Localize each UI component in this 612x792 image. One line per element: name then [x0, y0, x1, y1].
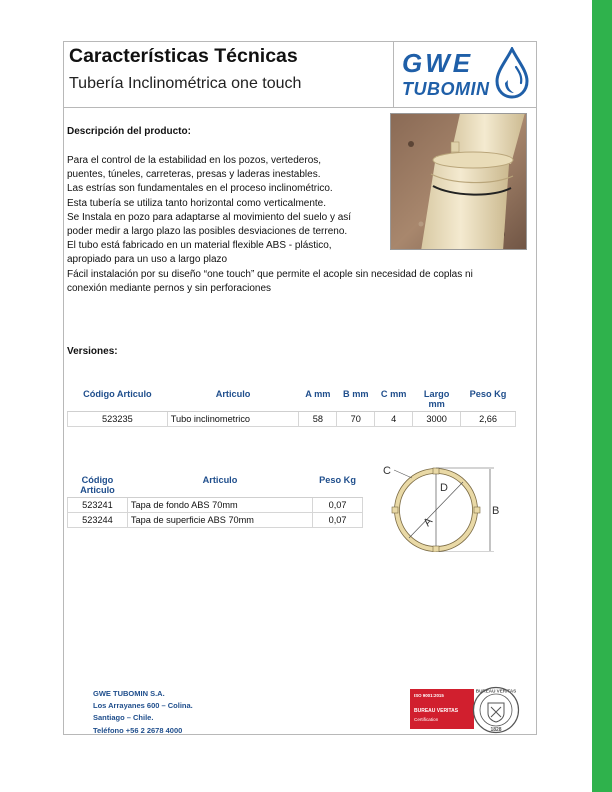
- logo-gwe-text: GWE: [402, 48, 474, 78]
- table-cell: 523244: [68, 513, 128, 528]
- water-drop-icon: [494, 47, 530, 99]
- column-header: Peso Kg: [313, 473, 363, 498]
- page-title: Características Técnicas: [69, 45, 298, 67]
- table-row: [68, 412, 516, 427]
- pipe-cross-section-diagram: [378, 460, 500, 552]
- table-cell: 523235: [68, 412, 168, 427]
- diagram-label-a: A: [421, 515, 436, 529]
- description-line: Se Instala en pozo para adaptarse al movimiento del suelo y así: [67, 211, 352, 223]
- footer-city: Santiago – Chile.: [93, 713, 154, 723]
- company-logo: [400, 46, 532, 104]
- footer-street: Los Arrayanes 600 – Colina.: [93, 701, 193, 711]
- certification-badge: [410, 686, 522, 734]
- product-photo: [390, 113, 527, 250]
- diagram-label-c: C: [383, 465, 391, 477]
- logo-tubomin-text: TUBOMIN: [402, 79, 490, 99]
- table-cell: 4: [375, 412, 413, 427]
- description-heading: Descripción del producto:: [67, 126, 191, 137]
- diagram-label-b: B: [492, 505, 500, 517]
- description-line: El tubo está fabricado en un material flexible ABS - plástico,: [67, 240, 332, 252]
- description-line: Fácil instalación por su diseño “one touch” que permite el acople sin necesidad de coplas ni: [67, 268, 473, 280]
- table-cell: 2,66: [461, 412, 516, 427]
- table-cell: Tapa de superficie ABS 70mm: [127, 513, 312, 528]
- table-cell: Tubo inclinometrico: [167, 412, 299, 427]
- caps-spec-table: [67, 473, 363, 528]
- table-header-row: [68, 473, 363, 498]
- column-header: A mm: [299, 387, 337, 412]
- description-line: Para el control de la estabilidad en los pozos, vertederos,: [67, 155, 322, 166]
- seal-top-text: BUREAU VERITAS: [475, 688, 517, 694]
- column-header: Largo mm: [413, 387, 461, 412]
- certifier-name: BUREAU VERITAS: [414, 708, 459, 714]
- description-line: puentes, túneles, carreteras, presas y laderas inestables.: [67, 169, 321, 181]
- table-cell: 0,07: [313, 498, 363, 513]
- footer-address: [93, 688, 193, 737]
- column-header: Código Articulo: [68, 387, 168, 412]
- table-cell: 3000: [413, 412, 461, 427]
- versions-heading: Versiones:: [67, 346, 118, 357]
- certification-text: Certification: [414, 717, 439, 722]
- pipe-spec-table: [67, 387, 516, 427]
- table-cell: 0,07: [313, 513, 363, 528]
- description-line: Esta tubería se utiliza tanto horizontal como verticalmente.: [67, 197, 327, 209]
- side-accent-strip: [592, 0, 612, 792]
- bureau-veritas-seal-icon: [472, 686, 520, 734]
- column-header: C mm: [375, 387, 413, 412]
- column-header: Código Articulo: [68, 473, 128, 498]
- page-subtitle: Tubería Inclinométrica one touch: [69, 75, 302, 92]
- table-cell: 70: [337, 412, 375, 427]
- header-bottom-rule: [63, 107, 537, 108]
- column-header: Peso Kg: [461, 387, 516, 412]
- column-header: Articulo: [167, 387, 299, 412]
- description-line: Las estrías son fundamentales en el proceso inclinométrico.: [67, 183, 333, 195]
- column-header: B mm: [337, 387, 375, 412]
- description-line: conexión mediante pernos y sin perforaciones: [67, 282, 272, 294]
- table-cell: 58: [299, 412, 337, 427]
- seal-year: 1828: [490, 727, 502, 733]
- table-cell: 523241: [68, 498, 128, 513]
- certification-label: [410, 689, 474, 729]
- description-line: apropiado para un uso a largo plazo: [67, 254, 228, 266]
- table-row: [68, 498, 363, 513]
- header-divider: [393, 41, 394, 107]
- table-cell: Tapa de fondo ABS 70mm: [127, 498, 312, 513]
- iso-standard: ISO 9001:2015: [414, 693, 444, 698]
- diagram-label-d: D: [440, 482, 448, 494]
- footer-company: GWE TUBOMIN S.A.: [93, 689, 165, 698]
- column-header: Articulo: [127, 473, 312, 498]
- footer-phone: Teléfono +56 2 2678 4000: [93, 725, 183, 735]
- table-row: [68, 513, 363, 528]
- table-header-row: [68, 387, 516, 412]
- description-line: poder medir a largo plazo las posibles desviaciones de terreno.: [67, 226, 348, 238]
